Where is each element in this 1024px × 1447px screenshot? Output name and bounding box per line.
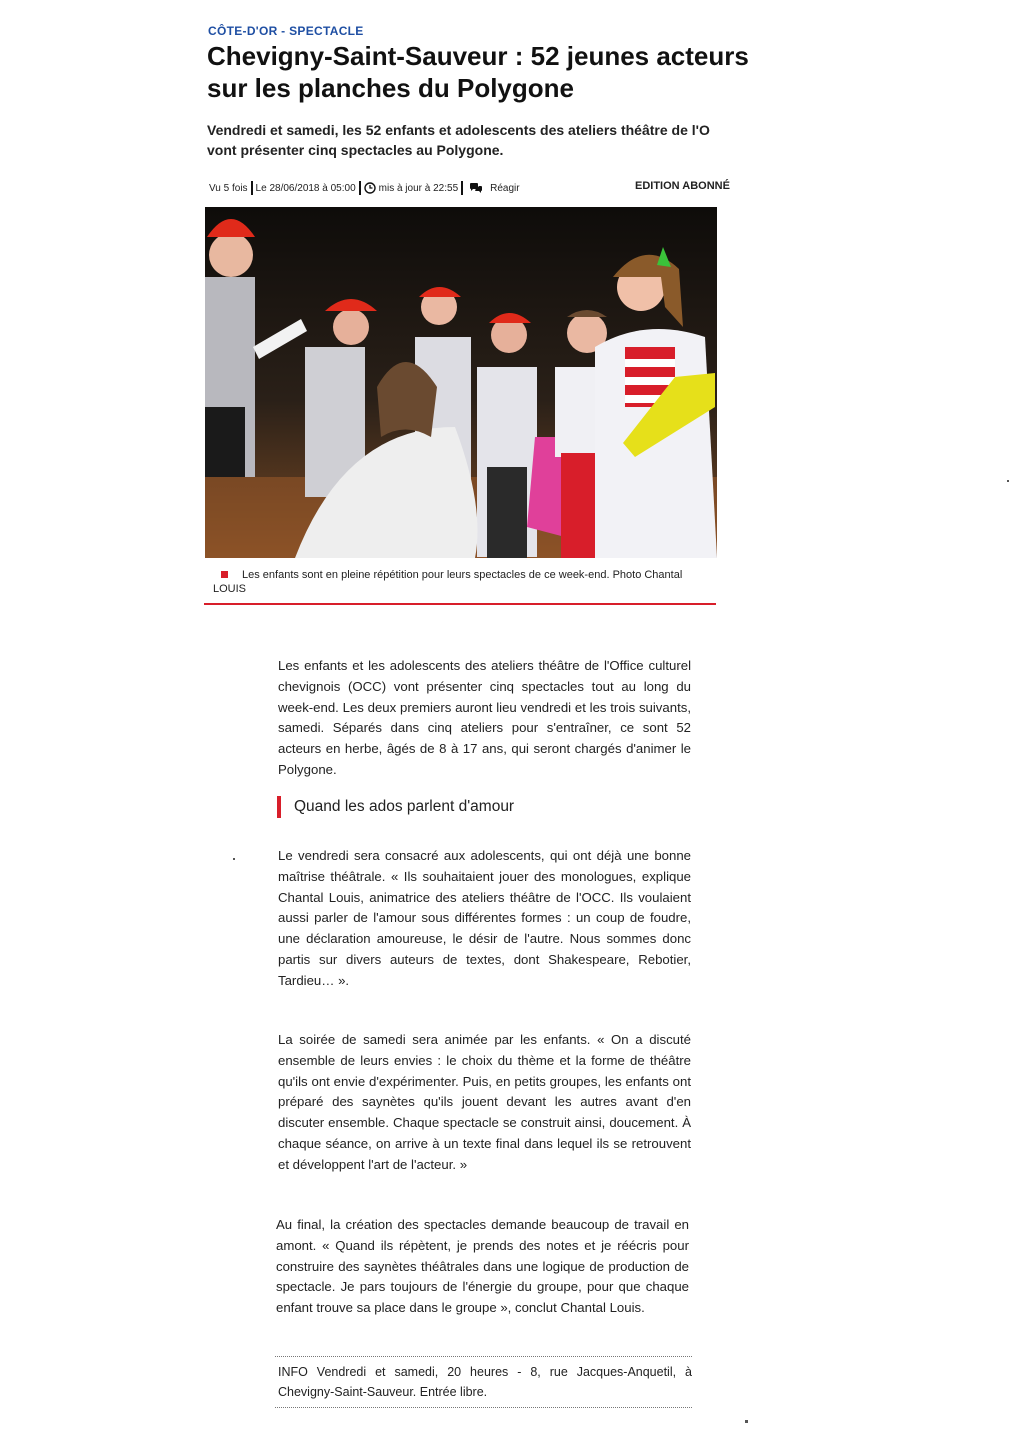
article-subheading: Quand les ados parlent d'amour	[277, 796, 514, 818]
caption-text: Les enfants sont en pleine répétition pour leurs spectacles de ce week-end. Photo Chantal LOUIS	[213, 569, 683, 595]
lead-line-1: Vendredi et samedi, les 52 enfants et adolescents des ateliers théâtre de l'O	[207, 122, 710, 138]
caption-marker	[221, 571, 228, 578]
publish-date: Le 28/06/2018 à 05:00	[255, 182, 356, 194]
lead-line-2: vont présenter cinq spectacles au Polygone.	[207, 142, 504, 158]
headline-line-1: Chevigny-Saint-Sauveur : 52 jeunes acteurs	[207, 41, 749, 71]
article-paragraph-3: La soirée de samedi sera animée par les enfants. « On a discuté ensemble de leurs envies : le choix du thème et la forme de théâtre qu'ils ont envie d'expérimenter. Puis, en petits groupes, les enfants ont préparé des saynètes qu'ils jouent devant les autres avant d'en discuter ensemble. Chaque spectacle se construit ainsi, doucement. À chaque séance, on arrive à un texte final dans lequel ils se retrouvent et développent l'art de l'acteur. »	[278, 1032, 691, 1172]
article-lead	[207, 120, 719, 160]
scan-speck	[233, 858, 235, 860]
article-paragraph-1: Les enfants et les adolescents des ateliers théâtre de l'Office culturel chevignois (OCC) vont présenter cinq spectacles tout au long du week-end. Les deux premiers auront lieu vendredi et les trois suivants, samedi. Séparés dans cinq ateliers pour s'entraîner, ce sont 52 acteurs en herbe, âgés de 8 à 17 ans, qui seront chargés d'animer le Polygone.	[278, 658, 691, 777]
article-photo	[205, 207, 717, 558]
article-paragraph-4: Au final, la création des spectacles demande beaucoup de travail en amont. « Quand ils répètent, je prends des notes et je réécris pour construire des saynètes théâtrales dans une logique de production de spectacle. Je pars toujours de l'énergie du groupe, pour que chaque enfant trouve sa place dans le groupe », conclut Chantal Louis.	[276, 1217, 689, 1316]
article-headline	[207, 40, 749, 104]
comment-icon	[469, 182, 483, 194]
meta-separator	[461, 181, 463, 195]
scan-speck	[1007, 480, 1009, 482]
react-link[interactable]: Réagir	[490, 182, 520, 194]
red-divider	[204, 603, 716, 605]
article-meta	[209, 180, 730, 196]
update-time: mis à jour à 22:55	[378, 182, 459, 194]
edition-badge: EDITION ABONNÉ	[635, 180, 730, 192]
section-kicker: CÔTE-D'OR - SPECTACLE	[208, 24, 364, 38]
scan-speck	[745, 1420, 748, 1423]
headline-line-2: sur les planches du Polygone	[207, 73, 574, 103]
meta-separator	[359, 181, 361, 195]
clock-icon	[364, 182, 376, 194]
article-paragraph-2: Le vendredi sera consacré aux adolescents, qui ont déjà une bonne maîtrise théâtrale. « Ils souhaitaient jouer des monologues, explique Chantal Louis, animatrice des ateliers théâtre de l'OCC. Ils voulaient aussi parler de l'amour sous différentes formes : un coup de foudre, une déclaration amoureuse, le désir de l'autre. Nous sommes donc partis sur divers auteurs de textes, dont Shakespeare, Rebotier, Tardieu… ».	[278, 848, 691, 988]
meta-separator	[251, 181, 253, 195]
photo-caption	[213, 568, 703, 596]
view-count: Vu 5 fois	[209, 182, 248, 194]
info-box: INFO Vendredi et samedi, 20 heures - 8, rue Jacques-Anquetil, à Chevigny-Saint-Sauveur. Entrée libre.	[275, 1356, 692, 1408]
rehearsal-photo-illustration	[205, 207, 717, 558]
